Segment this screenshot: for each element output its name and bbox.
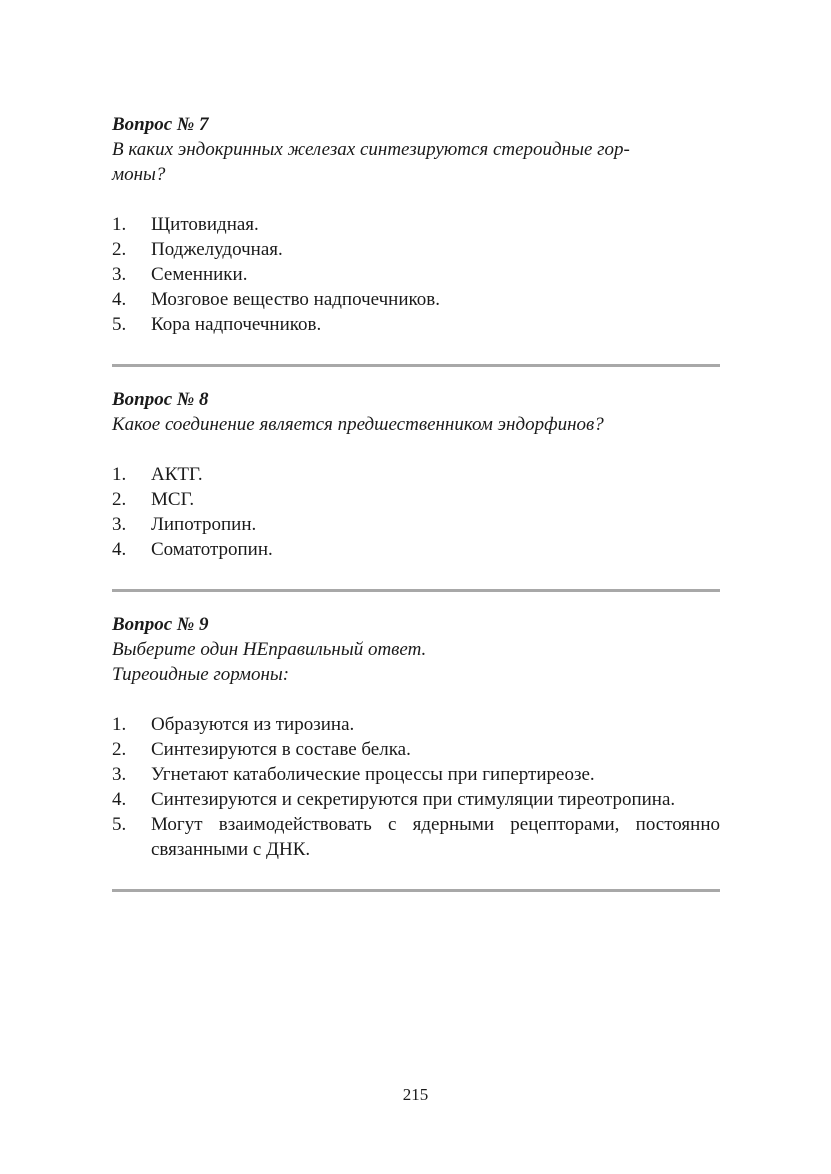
answer-number: 1. — [112, 214, 127, 235]
question-title: Вопрос № 9 — [112, 614, 209, 635]
answer-number: 2. — [112, 489, 127, 510]
answer-number: 5. — [112, 814, 127, 835]
answer-option[interactable] — [112, 312, 720, 337]
question-prompt-line: Тиреоидные гормоны: — [112, 664, 290, 685]
answer-list — [112, 712, 720, 862]
answer-number: 4. — [112, 289, 127, 310]
answer-option[interactable] — [112, 212, 720, 237]
answer-option[interactable] — [112, 537, 720, 562]
answer-text: Синтезируются в составе белка. — [151, 739, 411, 760]
answer-text: МСГ. — [151, 489, 195, 510]
answer-text: Семенники. — [151, 264, 248, 285]
answer-number: 3. — [112, 514, 127, 535]
answer-list — [112, 462, 720, 562]
answer-number: 1. — [112, 464, 127, 485]
answer-text: Щитовидная. — [151, 214, 259, 235]
answer-number: 5. — [112, 314, 127, 335]
question-prompt-line: моны? — [112, 164, 166, 185]
answer-option[interactable] — [112, 787, 720, 812]
answer-text: АКТГ. — [151, 464, 203, 485]
answer-text: Синтезируются и секретируются при стимуляции тиреотропина. — [151, 789, 676, 810]
answer-option[interactable] — [112, 487, 720, 512]
page-number: 215 — [402, 1085, 429, 1104]
question-prompt-line: В каких эндокринных железах синтезируются стероидные гор- — [112, 139, 630, 160]
answer-number: 3. — [112, 764, 127, 785]
answer-option[interactable] — [112, 812, 720, 862]
answer-option[interactable] — [112, 712, 720, 737]
answer-text: Образуются из тирозина. — [151, 714, 355, 735]
question-prompt-line: Выберите один НЕправильный ответ. — [112, 639, 427, 660]
section-divider — [112, 889, 720, 892]
answer-text: Соматотропин. — [151, 539, 273, 560]
answer-text: Угнетают катаболические процессы при гипертиреозе. — [151, 764, 595, 785]
answer-option[interactable] — [112, 237, 720, 262]
answer-number: 3. — [112, 264, 127, 285]
answer-text: Поджелудочная. — [151, 239, 283, 260]
answer-option[interactable] — [112, 737, 720, 762]
answer-option[interactable] — [112, 762, 720, 787]
answer-text: Кора надпочечников. — [151, 314, 322, 335]
answer-option[interactable] — [112, 262, 720, 287]
answer-number: 2. — [112, 739, 127, 760]
section-divider — [112, 589, 720, 592]
answer-text: Липотропин. — [151, 514, 257, 535]
question-prompt-line: Какое соединение является предшественником эндорфинов? — [112, 414, 604, 435]
answer-number: 4. — [112, 539, 127, 560]
section-divider — [112, 364, 720, 367]
answer-option[interactable] — [112, 287, 720, 312]
question-8 — [112, 387, 720, 562]
answer-text: Мозговое вещество надпочечников. — [151, 289, 440, 310]
answer-text: Могут взаимодействовать с ядерными рецепторами, постоянно связанными с ДНК. — [151, 814, 720, 860]
answer-number: 1. — [112, 714, 127, 735]
page-content — [112, 112, 720, 912]
answer-number: 2. — [112, 239, 127, 260]
answer-list — [112, 212, 720, 337]
answer-option[interactable] — [112, 512, 720, 537]
question-9 — [112, 612, 720, 862]
answer-option[interactable] — [112, 462, 720, 487]
question-title: Вопрос № 8 — [112, 389, 209, 410]
question-7 — [112, 112, 720, 337]
question-title: Вопрос № 7 — [112, 114, 209, 135]
answer-number: 4. — [112, 789, 127, 810]
